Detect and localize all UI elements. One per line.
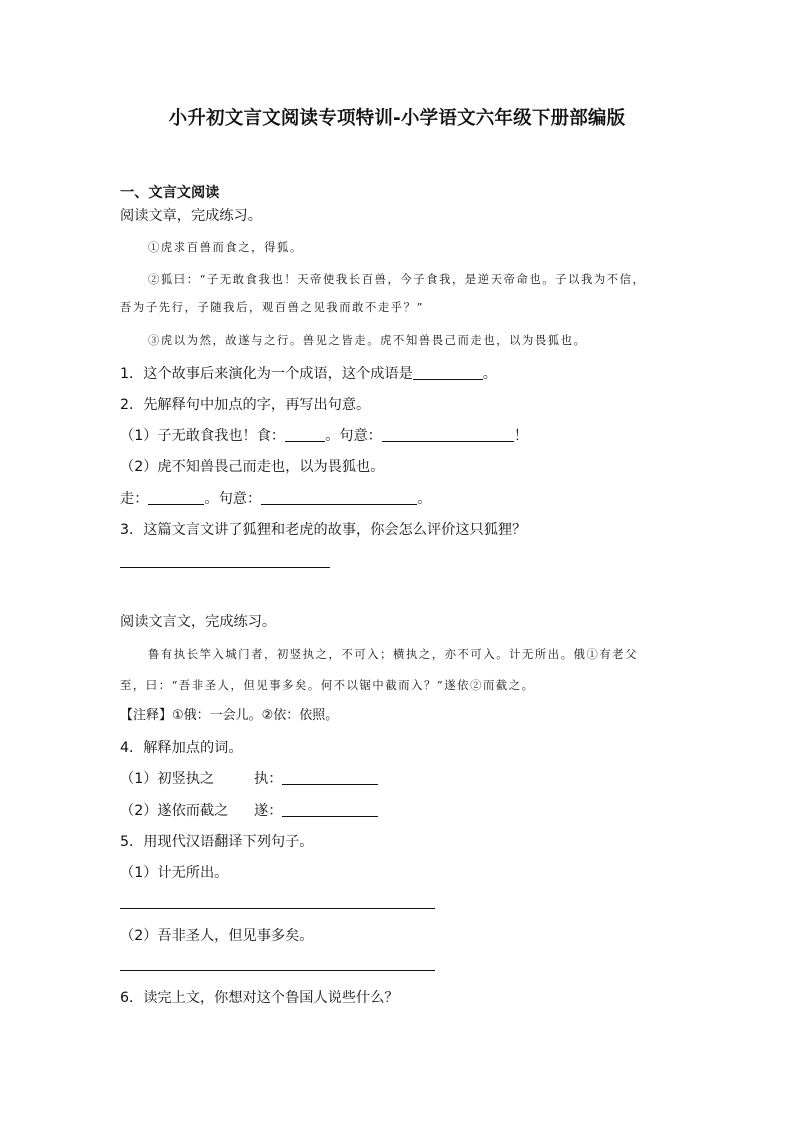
passage1-line-1: ①虎求百兽而食之，得狐。 — [148, 241, 303, 254]
answer-blank-q2-2-meaning[interactable] — [261, 490, 417, 505]
question-1-suffix: 。 — [482, 366, 497, 382]
question-2-2-answer — [120, 489, 431, 509]
passage2-line-2: 至，曰：“吾非圣人，但见事多矣。何不以锯中截而入？”遂依②而截之。 — [120, 679, 535, 692]
question-2-2: （2）虎不知兽畏己而走也，以为畏狐也。 — [120, 459, 385, 475]
answer-line-q5-2[interactable] — [120, 970, 435, 971]
passage1-line-4: ③虎以为然，故遂与之行。兽见之皆走。虎不知兽畏己而走也，以为畏狐也。 — [148, 334, 587, 347]
question-1 — [120, 364, 497, 384]
section-heading: 一、文言文阅读 — [120, 185, 220, 201]
question-6: 6．读完上文，你想对这个鲁国人说些什么？ — [120, 990, 399, 1006]
question-2-2-suffix: 。 — [417, 491, 432, 507]
question-2-1 — [120, 426, 528, 446]
question-4-2 — [120, 801, 378, 821]
answer-blank-q4-1[interactable] — [282, 770, 378, 785]
passage2-line-1: 鲁有执长竿入城门者，初竖执之，不可入；横执之，亦不可入。计无所出。俄①有老父 — [148, 648, 639, 661]
section1-instruction: 阅读文章，完成练习。 — [120, 208, 262, 224]
answer-blank-q4-2[interactable] — [282, 802, 378, 817]
answer-blank-q1[interactable] — [413, 365, 483, 380]
question-2-1-suffix: ！ — [513, 428, 529, 444]
question-4: 4．解释加点的词。 — [120, 740, 243, 756]
question-4-2-phrase: （2）遂依而截之 — [120, 803, 229, 819]
answer-blank-q2-1-meaning[interactable] — [382, 427, 514, 442]
answer-line-q5-1[interactable] — [120, 908, 435, 909]
question-5-2: （2）吾非圣人，但见事多矣。 — [120, 928, 314, 944]
answer-line-q3[interactable] — [120, 567, 330, 568]
passage1-line-2: ②狐曰：“子无敢食我也！天帝使我长百兽，今子食我，是逆天帝命也。子以我为不信， — [148, 273, 646, 286]
question-4-1-word: 执： — [254, 771, 283, 787]
question-2-1-mid: 。句意： — [325, 428, 382, 444]
question-2-1-text: （1）子无敢食我也！食： — [120, 428, 286, 444]
question-4-1-phrase: （1）初竖执之 — [120, 771, 215, 787]
question-2-2-mid: 。句意： — [204, 491, 262, 507]
question-3: 3．这篇文言文讲了狐狸和老虎的故事，你会怎么评价这只狐狸？ — [120, 522, 527, 538]
document-title: 小升初文言文阅读专项特训-小学语文六年级下册部编版 — [168, 108, 626, 129]
answer-blank-q2-1-word[interactable] — [285, 427, 325, 442]
annotation-note: 【注释】①俄：一会儿。②依：依照。 — [120, 708, 339, 723]
question-2-2-word-label: 走： — [120, 491, 149, 507]
question-1-text: 1．这个故事后来演化为一个成语，这个成语是 — [120, 366, 413, 382]
question-4-1 — [120, 769, 378, 789]
question-5-1: （1）计无所出。 — [120, 865, 229, 881]
answer-blank-q2-2-word[interactable] — [148, 490, 204, 505]
question-4-2-word: 遂： — [254, 803, 283, 819]
passage1-line-3: 吾为子先行，子随我后，观百兽之见我而敢不走乎？” — [120, 301, 425, 314]
question-2: 2．先解释句中加点的字，再写出句意。 — [120, 397, 371, 413]
question-5: 5．用现代汉语翻译下列句子。 — [120, 834, 314, 850]
section2-instruction: 阅读文言文，完成练习。 — [120, 614, 277, 630]
